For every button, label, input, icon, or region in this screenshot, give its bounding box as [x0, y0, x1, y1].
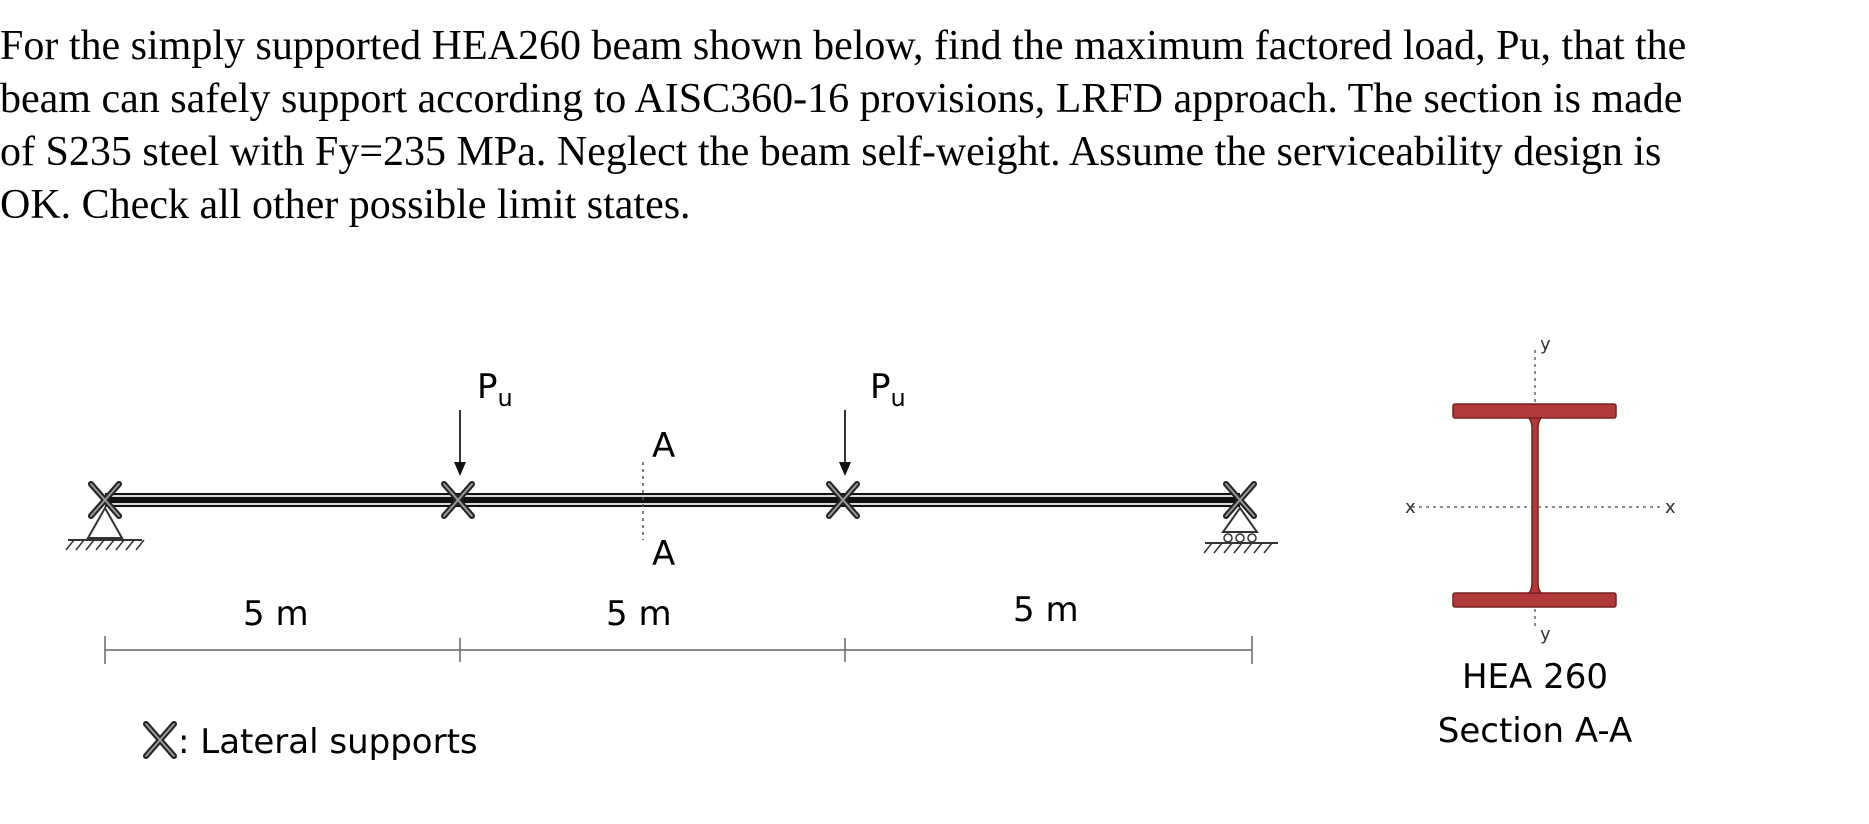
dimension-line [105, 636, 1252, 664]
problem-line-1: For the simply supported HEA260 beam shown below, find the maximum factored load, Pu, that the [0, 23, 1687, 69]
problem-line-3: of S235 steel with Fy=235 MPa. Neglect the beam self-weight. Assume the serviceability design is [0, 129, 1662, 175]
hea260-section [1412, 350, 1660, 630]
axis-y-bottom: y [1540, 624, 1551, 645]
axis-x-right: x [1665, 497, 1676, 518]
load-label-2: $P_u$ [870, 367, 906, 412]
legend-lateral-support-icon [146, 724, 174, 756]
axis-y-top: y [1540, 334, 1551, 355]
section-name: HEA 260 [1461, 657, 1609, 697]
span-label-3: 5 m [1013, 590, 1079, 630]
roller-support-right [1204, 508, 1278, 553]
span-label-1: 5 m [243, 594, 309, 634]
problem-line-2: beam can safely support according to AISC360-16 provisions, LRFD approach. The section is made [0, 76, 1683, 122]
load-arrow-1 [454, 410, 466, 476]
span-label-2: 5 m [606, 594, 672, 634]
beam [105, 493, 1240, 507]
load-arrow-2 [839, 410, 851, 476]
section-caption: Section A-A [1437, 711, 1633, 751]
legend-text: : Lateral supports [178, 722, 478, 762]
pin-support-left [66, 508, 144, 550]
axis-x-left: x [1405, 497, 1416, 518]
load-label-1: $P_u$ [477, 367, 513, 412]
legend [146, 722, 478, 762]
problem-line-4: OK. Check all other possible limit states. [0, 182, 691, 228]
section-mark-bottom: A [652, 534, 676, 574]
section-mark-top: A [652, 426, 676, 466]
